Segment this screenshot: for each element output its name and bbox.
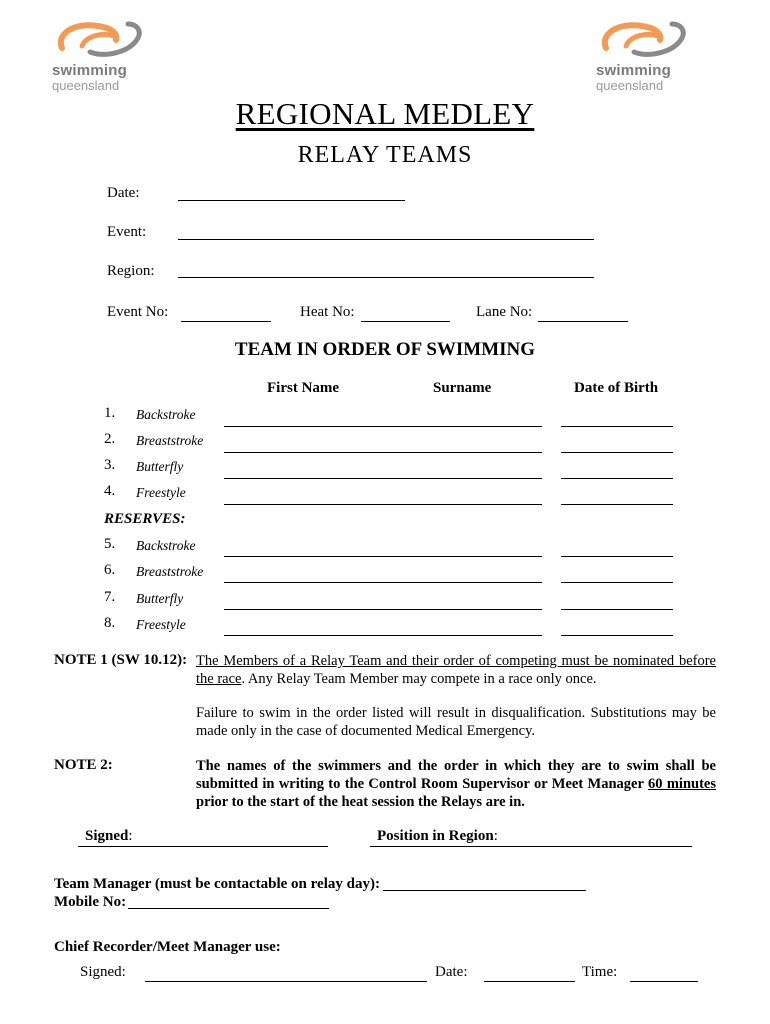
row-stroke: Freestyle — [136, 485, 186, 500]
signed2-field[interactable] — [145, 981, 427, 982]
date2-label: Date: — [435, 964, 468, 980]
date-label: Date: — [107, 185, 140, 201]
dob-field[interactable] — [561, 582, 673, 583]
logo-left — [52, 18, 152, 98]
chief-recorder-label: Chief Recorder/Meet Manager use: — [54, 939, 281, 955]
row-number: 3. — [104, 457, 116, 473]
note1-text — [196, 652, 716, 688]
note1-rest: . Any Relay Team Member may compete in a race only once. — [241, 671, 597, 687]
date2-field[interactable] — [484, 981, 575, 982]
time-field[interactable] — [630, 981, 698, 982]
row-number: 7. — [104, 589, 116, 605]
row-number: 1. — [104, 405, 116, 421]
name-field[interactable] — [224, 504, 542, 505]
name-field[interactable] — [224, 635, 542, 636]
dob-field[interactable] — [561, 478, 673, 479]
row-stroke: Backstroke — [136, 407, 196, 422]
logo-text-queensland: queensland — [52, 78, 120, 93]
name-field[interactable] — [224, 452, 542, 453]
row-number: 5. — [104, 536, 116, 552]
dob-field[interactable] — [561, 426, 673, 427]
dob-field[interactable] — [561, 452, 673, 453]
date-field[interactable] — [178, 200, 405, 201]
swirl-icon — [596, 18, 692, 64]
position-colon: : — [493, 828, 498, 844]
mobile-field[interactable] — [128, 908, 329, 909]
row-stroke: Backstroke — [136, 538, 196, 553]
row-number: 4. — [104, 483, 116, 499]
heat-no-field[interactable] — [361, 321, 450, 322]
signed-colon: : — [128, 828, 133, 844]
note2-text — [196, 757, 716, 811]
note2-label: NOTE 2: — [54, 757, 113, 773]
name-field[interactable] — [224, 478, 542, 479]
dob-field[interactable] — [561, 556, 673, 557]
mobile-label: Mobile No: — [54, 894, 127, 910]
reserves-label: RESERVES: — [104, 511, 186, 527]
name-field[interactable] — [224, 556, 542, 557]
note1-paragraph2: Failure to swim in the order listed will result in disqualification. Substitutions may be made only in the case of documented Medical Emergency. — [196, 705, 716, 739]
signed2-label: Signed: — [80, 964, 126, 980]
team-manager-label: Team Manager (must be contactable on relay day): — [54, 876, 380, 892]
logo-text-swimming: swimming — [52, 62, 127, 79]
signed-label — [85, 828, 133, 845]
event-no-label: Event No: — [107, 304, 169, 320]
page-title: REGIONAL MEDLEY — [235, 96, 535, 131]
event-no-field[interactable] — [181, 321, 271, 322]
row-number: 2. — [104, 431, 116, 447]
lane-no-label: Lane No: — [476, 304, 533, 320]
note1-label: NOTE 1 (SW 10.12): — [54, 652, 188, 668]
event-field[interactable] — [178, 239, 594, 240]
position-field[interactable] — [370, 846, 692, 847]
row-stroke: Freestyle — [136, 617, 186, 632]
event-label: Event: — [107, 224, 147, 240]
region-field[interactable] — [178, 277, 594, 278]
note2-emphasis: 60 minutes — [647, 776, 716, 792]
name-field[interactable] — [224, 426, 542, 427]
row-stroke: Breaststroke — [136, 564, 204, 579]
note1-emphasis: The Members of a Relay Team and their order of competing must be nominated before the race — [196, 653, 716, 687]
row-number: 6. — [104, 562, 116, 578]
page-subtitle: RELAY TEAMS — [297, 142, 473, 168]
logo-text-queensland: queensland — [596, 78, 664, 93]
name-field[interactable] — [224, 582, 542, 583]
position-text: Position in Region — [377, 828, 494, 844]
row-stroke: Butterfly — [136, 591, 184, 606]
logo-right — [596, 18, 696, 98]
logo-text-swimming: swimming — [596, 62, 671, 79]
lane-no-field[interactable] — [538, 321, 628, 322]
team-heading: TEAM IN ORDER OF SWIMMING — [234, 339, 536, 360]
dob-field[interactable] — [561, 609, 673, 610]
heat-no-label: Heat No: — [300, 304, 355, 320]
row-stroke: Breaststroke — [136, 433, 204, 448]
row-stroke: Butterfly — [136, 459, 184, 474]
column-surname: Surname — [433, 380, 492, 396]
note2-part1: The names of the swimmers and the order in which they are to swim shall be submitted in writing to the Control Room Supervisor or Meet Manager — [196, 758, 716, 792]
team-manager-field[interactable] — [383, 890, 586, 891]
swirl-icon — [52, 18, 148, 64]
dob-field[interactable] — [561, 635, 673, 636]
region-label: Region: — [107, 263, 155, 279]
signed-field[interactable] — [78, 846, 328, 847]
note2-part2: prior to the start of the heat session the Relays are in. — [196, 794, 525, 810]
time-label: Time: — [582, 964, 618, 980]
column-date-of-birth: Date of Birth — [574, 380, 659, 396]
row-number: 8. — [104, 615, 116, 631]
column-first-name: First Name — [267, 380, 340, 396]
signed-text: Signed — [85, 828, 129, 844]
position-label — [377, 828, 498, 845]
name-field[interactable] — [224, 609, 542, 610]
dob-field[interactable] — [561, 504, 673, 505]
